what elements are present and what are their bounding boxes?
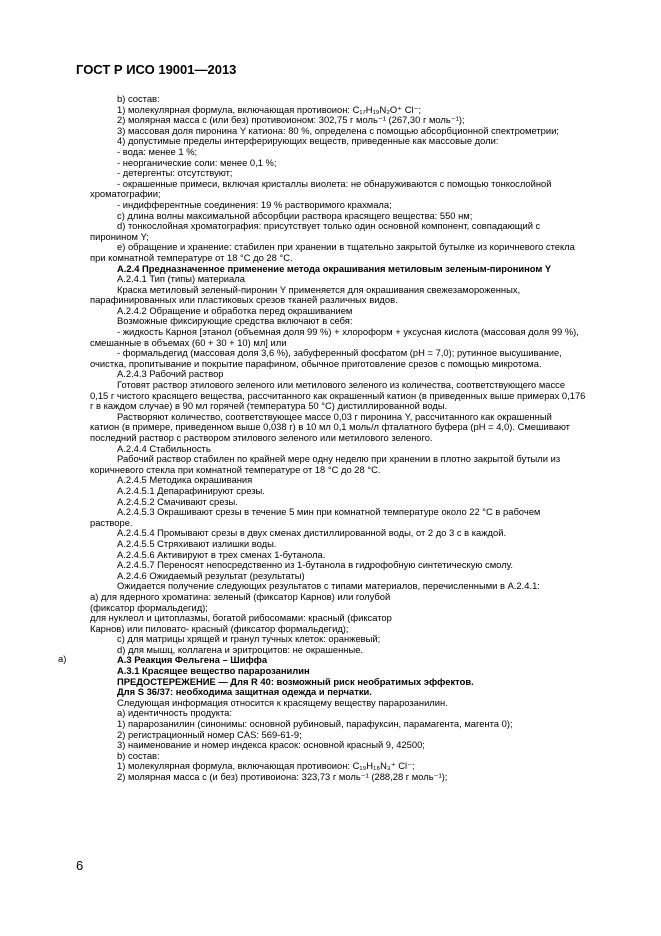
text-line: А.2.4.5 Методика окрашивания — [117, 474, 253, 486]
text-line: d) тонкослойная хроматография: присутствует только один основной компонент, совпадающий с — [117, 220, 541, 232]
text-line: г в каждом случае) в 90 мл горячей (температура 50 °С) дистиллированной воды. — [90, 400, 448, 412]
text-line: 4) допустимые пределы интерферирующих веществ, приведенные как массовые доли: — [117, 135, 499, 147]
text-line: А.2.4.5.3 Окрашивают срезы в течение 5 мин при комнатной температуре около 22 °С в рабочем — [117, 506, 541, 518]
text-line: 2) молярная масса с (и без) противоиона: 323,73 г моль⁻¹ (288,28 г моль⁻¹); — [117, 771, 448, 782]
page-number: 6 — [76, 858, 84, 873]
text-line: - формальдегид (массовая доля 3,6 %), забуференный фосфатом (рН = 7,0); рутинное высушивание, — [117, 347, 562, 359]
text-line: для нуклеол и цитоплазмы, богатой рибосомами: красный (фиксатор — [90, 612, 392, 624]
text-line: А.2.4.1 Тип (типы) материала — [117, 273, 245, 285]
text-line: Карнов) или пиловато- красный (фиксатор формальдегид); — [90, 622, 349, 634]
text-line: d) для мышц, коллагена и эритроцитов: не окрашенные. — [117, 643, 364, 655]
text-line: при комнатной температуре от 18 °С до 28 °С. — [90, 251, 293, 263]
text-line: ПРЕДОСТЕРЕЖЕНИЕ — Для R 40: возможный риск необратимых эффектов. — [117, 675, 474, 687]
text-line: А.2.4.5.2 Смачивают срезы. — [117, 495, 238, 507]
text-line: А.2.4.3 Рабочий раствор — [117, 368, 224, 380]
document-body — [90, 94, 600, 783]
text-line: - индифферентные соединения: 19 % растворимого крахмала; — [117, 198, 392, 210]
text-line: - окрашенные примеси, включая кристаллы виолета: не обнаруживаются с помощью тонкослойной — [117, 177, 552, 189]
text-line: а) идентичность продукта: — [117, 707, 232, 719]
text-line: А.3 Реакция Фельгена – Шиффа — [117, 654, 268, 666]
text-line: 3) наименование и номер индекса красок: основной красный 9, 42500; — [117, 739, 425, 751]
text-line: е) обращение и хранение: стабилен при хранении в тщательно закрытой бутылке из коричневого стекла — [117, 241, 575, 253]
text-line: хроматографии; — [90, 188, 161, 200]
text-line: А.2.4 Предназначенное применение метода окрашивания метиловым зеленым-пиронином Y — [117, 262, 552, 274]
text-line: А.2.4.2 Обращение и обработка перед окрашиванием — [117, 304, 353, 316]
text-line: Рабочий раствор стабилен по крайней мере одну неделю при хранении в плотно закрытой бутыли из — [117, 453, 561, 465]
text-line: 2) молярная масса с (или без) противоионом: 302,75 г моль⁻¹ (267,30 г моль⁻¹); — [117, 114, 465, 126]
text-line: А.3.1 Красящее вещество парарозанилин — [117, 665, 310, 677]
text-line: А.2.4.5.1 Депарафинируют срезы. — [117, 484, 265, 496]
list-marker: а) — [58, 653, 67, 664]
text-line: А.2.4.4 Стабильность — [117, 442, 211, 454]
text-line: с) длина волны максимальной абсорбции раствора красящего вещества: 550 нм; — [117, 209, 473, 221]
text-line: смешанные в объемах (60 + 30 + 10) мл] или — [90, 336, 287, 348]
text-line: коричневого стекла при комнатной температуре от 18 °С до 28 °С. — [90, 463, 381, 475]
text-line: А.2.4.6 Ожидаемый результат (результаты) — [117, 569, 305, 581]
text-line: 2) регистрационный номер CAS: 569-61-9; — [117, 728, 302, 740]
text-line: 0,15 г чистого красящего вещества, рассчитанного как окрашенный катион (в приведенных выше примерах 0,176 — [90, 389, 586, 401]
text-line: пиронином Y; — [90, 230, 149, 242]
text-line: парафинированных или пластиковых срезов тканей различных видов. — [90, 294, 398, 306]
text-line: растворе. — [90, 516, 133, 528]
text-line: Для S 36/37: необходима защитная одежда и перчатки. — [117, 686, 372, 698]
text-line: А.2.4.5.6 Активируют в трех сменах 1-бутанола. — [117, 548, 326, 560]
text-line: Растворяют количество, соответствующее массе 0,03 г пиронина Y, рассчитанного как окрашенный — [117, 410, 552, 422]
text-line: b) состав: — [117, 749, 160, 761]
text-line: Готовят раствор этилового зеленого или метилового зеленого из количества, соответствующего массе — [117, 379, 566, 391]
text-line: - неорганические соли: менее 0,1 %; — [117, 156, 277, 168]
text-line: Возможные фиксирующие средства включают в себя: — [117, 315, 353, 327]
text-line: 1) молекулярная формула, включающая противоион: C₁₇H₁₉N₂O⁺ Cl⁻; — [117, 103, 422, 115]
text-line: (фиксатор формальдегид); — [90, 601, 208, 613]
text-line: а) для ядерного хроматина: зеленый (фиксатор Карнов) или голубой — [90, 590, 391, 602]
text-line: с) для матрицы хрящей и гранул тучных клеток: оранжевый; — [117, 633, 381, 645]
text-line: А.2.4.5.5 Стряхивают излишки воды. — [117, 537, 277, 549]
text-line: А.2.4.5.4 Промывают срезы в двух сменах дистиллированной воды, от 2 до 3 с в каждой. — [117, 527, 507, 539]
text-line: Краска метиловый зеленый-пиронин Y применяется для окрашивания свежезамороженных, — [117, 283, 521, 295]
text-line: 3) массовая доля пиронина Y катиона: 80 %, определена с помощью абсорбционной спектрометрии; — [117, 124, 559, 136]
document-header: ГОСТ Р ИСО 19001—2013 — [76, 62, 237, 77]
text-line: очистка, пропитывание и покрытие парафином, обычное приготовление срезов с помощью микротома. — [90, 357, 542, 369]
text-line: катион (в примере, приведенном выше 0,038 г) в 10 мл 0,1 моль/л фталатного буфера (рН = 4,0). Смешивают — [90, 421, 570, 433]
text-line: А.2.4.5.7 Переносят непосредственно из 1-бутанола в гидрофобную синтетическую смолу. — [117, 559, 514, 571]
text-line: 1) парарозанилин (синонимы: основной рубиновый, парафуксин, парамагента, магента 0); — [117, 718, 513, 730]
text-line: - жидкость Карноя [этанол (объемная доля 99 %) + хлороформ + уксусная кислота (массовая доля 99 %), — [117, 326, 579, 338]
text-line: Следующая информация относится к красящему веществу парарозанилин. — [117, 696, 448, 708]
text-line: - вода: менее 1 %; — [117, 145, 198, 157]
text-line: b) состав: — [117, 93, 160, 104]
text-line: 1) молекулярная формула, включающая противоион: C₁₉H₁₈N₃⁺ Cl⁻; — [117, 760, 415, 772]
text-line: Ожидается получение следующих результатов с типами материалов, перечисленными в А.2.4.1: — [117, 580, 540, 592]
text-line: - детергенты: отсутствуют; — [117, 167, 233, 179]
text-line: последний раствор с раствором этилового зеленого или метилового зеленого. — [90, 432, 433, 443]
